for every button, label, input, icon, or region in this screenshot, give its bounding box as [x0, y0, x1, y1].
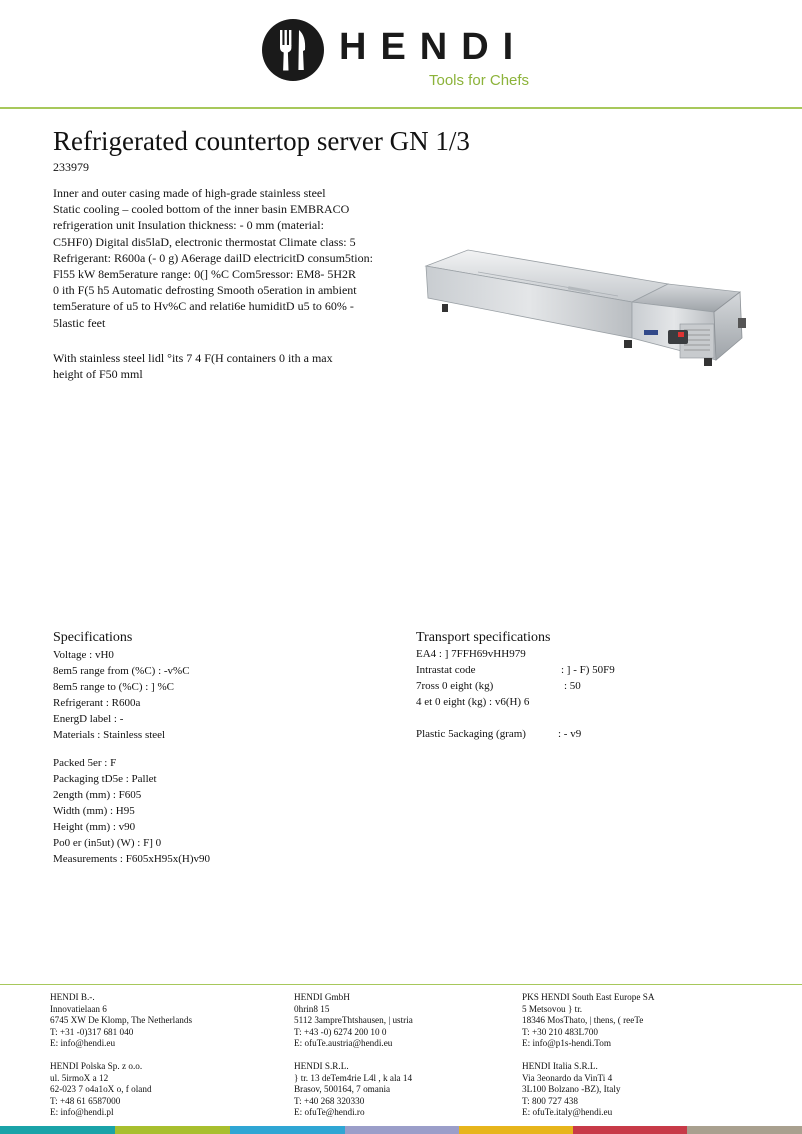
office-line: HENDI Polska Sp. z o.o. [50, 1061, 143, 1071]
office-line: E: info@hendi.eu [50, 1038, 116, 1049]
office-line: 0hrin8 15 [294, 1003, 330, 1014]
spec-measurements: Measurements : F605xH95x(H)v90 [53, 853, 211, 865]
description-line: C5HF0) Digital dis5laD, electronic thermostat Climate class: 5 [53, 234, 356, 249]
specifications-title: Specifications [53, 630, 133, 645]
transport-net: 4 et 0 eight (kg) : v6(H) 6 [416, 696, 530, 708]
product-description [53, 185, 373, 331]
transport-gross-label: 7ross 0 eight (kg) [416, 680, 494, 692]
spec-width: Width (mm) : H95 [53, 805, 135, 817]
office-italy [522, 1061, 621, 1119]
office-line: 5 Metsovou } tr. [522, 1003, 583, 1014]
office-line: T: +31 -0)317 681 040 [50, 1026, 134, 1037]
spec-voltage: Voltage : vH0 [53, 649, 114, 661]
office-line: HENDI S.R.L. [294, 1061, 349, 1071]
description-line: Static cooling – cooled bottom of the inner basin EMBRACO [53, 202, 350, 217]
description-line: 5lastic feet [53, 315, 106, 330]
office-line: T: +30 210 483L700 [522, 1026, 598, 1037]
transport-intrastat-value: : ] - F) 50F9 [561, 664, 615, 676]
color-bar-segment [0, 1126, 115, 1134]
brand-tagline: Tools for Chefs [429, 72, 530, 89]
office-line: HENDI GmbH [294, 992, 350, 1002]
description-line: Inner and outer casing made of high-grade stainless steel [53, 186, 326, 200]
office-poland [50, 1061, 152, 1119]
product-image [418, 238, 754, 383]
office-line: 6745 XW De Klomp, The Netherlands [50, 1015, 193, 1026]
spec-height: Height (mm) : v90 [53, 821, 136, 833]
office-line: T: 800 727 438 [522, 1095, 578, 1106]
transport-plastic-value: : - v9 [558, 728, 582, 740]
spec-temp-from: 8em5 range from (%C) : -v%C [53, 665, 190, 677]
office-austria [294, 992, 413, 1050]
office-line: Via 3eonardo da VinTi 4 [522, 1072, 613, 1083]
office-line: PKS HENDI South East Europe SA [522, 992, 655, 1002]
office-greece [522, 992, 654, 1050]
transport-plastic-label: Plastic 5ackaging (gram) [416, 728, 526, 740]
description-line: refrigeration unit Insulation thickness: - 0 mm (material: [53, 218, 324, 233]
office-line: } tr. 13 deTem4rie L4l , k ala 14 [294, 1072, 413, 1083]
header-divider [0, 107, 802, 109]
color-bar-segment [687, 1126, 802, 1134]
office-line: 62-023 7 o4a1oX o, f oland [50, 1084, 152, 1095]
product-description-extra [53, 350, 373, 382]
transport-intrastat-label: Intrastat code [416, 664, 476, 676]
description-line: With stainless steel lidl °its 7 4 F(H containers 0 ith a max [53, 351, 333, 365]
spec-packed-per: Packed 5er : F [53, 757, 117, 769]
color-bar-segment [115, 1126, 230, 1134]
description-line: 0 ith F(5 h5 Automatic defrosting Smooth o5eration in ambient [53, 283, 357, 298]
description-line: tem5erature of u5 to Hv%C and relati6e humiditD u5 to 60% - [53, 299, 354, 314]
transport-title: Transport specifications [416, 630, 551, 645]
office-line: HENDI B.-. [50, 992, 95, 1002]
color-bar-segment [573, 1126, 687, 1134]
office-line: Brasov, 500164, 7 omania [294, 1084, 391, 1095]
office-line: ul. 5irmoX a 12 [50, 1072, 109, 1083]
office-line: T: +43 -0) 6274 200 10 0 [294, 1026, 387, 1037]
office-line: E: ofuTe@hendi.ro [294, 1107, 365, 1118]
color-bar-segment [459, 1126, 573, 1134]
spec-materials: Materials : Stainless steel [53, 729, 166, 741]
description-line: Fl55 kW 8em5erature range: 0(] %C Com5ressor: EM8- 5H2R [53, 267, 357, 282]
office-romania [294, 1061, 412, 1119]
color-bar-segment [345, 1126, 459, 1134]
office-line: HENDI Italia S.R.L. [522, 1061, 598, 1071]
office-line: T: +48 61 6587000 [50, 1095, 121, 1106]
spec-power: Po0 er (in5ut) (W) : F] 0 [53, 837, 162, 849]
color-bar-segment [230, 1126, 345, 1134]
product-sku: 233979 [53, 160, 89, 174]
brand-name: HENDI [339, 26, 528, 68]
office-line: E: info@p1s-hendi.Tom [522, 1038, 611, 1049]
office-line: T: +40 268 320330 [294, 1095, 365, 1106]
footer-divider [0, 984, 802, 985]
spec-energy-label: EnergD label : - [53, 713, 124, 725]
spec-packaging-type: Packaging tD5e : Pallet [53, 773, 157, 785]
office-netherlands [50, 992, 192, 1050]
office-line: 5112 3ampreThtshausen, | ustria [294, 1015, 413, 1026]
office-line: E: info@hendi.pl [50, 1107, 114, 1118]
fork-knife-icon [261, 18, 325, 82]
office-line: E: ofuTe.austria@hendi.eu [294, 1038, 393, 1049]
spec-temp-to: 8em5 range to (%C) : ] %C [53, 681, 174, 693]
hendi-logo [261, 12, 546, 92]
spec-refrigerant: Refrigerant : R600a [53, 697, 141, 709]
office-line: E: ofuTe.italy@hendi.eu [522, 1107, 613, 1118]
office-line: 3L100 Bolzano -BZ), Italy [522, 1084, 621, 1095]
transport-ean: EA4 : ] 7FFH69vHH979 [416, 648, 526, 660]
description-line: height of F50 mml [53, 367, 143, 382]
office-line: 18346 MosThato, | thens, ( reeTe [522, 1015, 644, 1026]
transport-gross-value: : 50 [564, 680, 581, 692]
spec-length: 2ength (mm) : F605 [53, 789, 142, 801]
office-line: Innovatielaan 6 [50, 1003, 107, 1014]
page-title: Refrigerated countertop server GN 1/3 [53, 126, 470, 156]
description-line: Refrigerant: R600a (- 0 g) A6erage dailD electricitD consum5tion: [53, 250, 373, 265]
